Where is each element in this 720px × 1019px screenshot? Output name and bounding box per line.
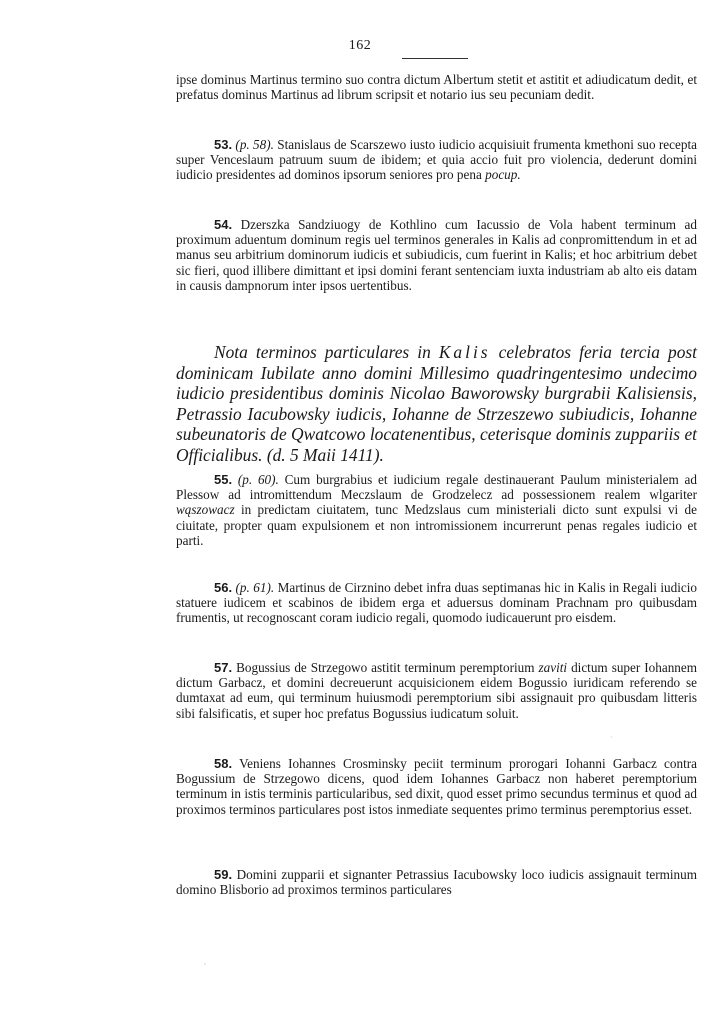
entry-number: 59.: [214, 867, 233, 882]
scan-speck: ˋ: [610, 736, 614, 747]
nota-rest: celebratos feria tercia post dominicam Iubilate anno domini Millesimo quadringentesimo undecimo iudicio presidentibus dominis Nicolao Baworowsky burgrabii Kalisiensis, Petrassio Iacubowsky iudicis, Iohanne de Strzeszewo subiudicis, Iohanne subeunatoris de Qwatcowo locatenentibus, ceterisque dominis zuppariis et Officialibus. (d. 5 Maii 1411).: [176, 342, 697, 465]
entry-emphasis: wąszowacz: [176, 502, 235, 518]
entry-55: [176, 472, 697, 548]
entry-text: Dzerszka Sandziuogy de Kothlino cum Iacussio de Vola habent terminum ad proximum aduentum dominum regis uel terminos generales in Kalis ad conpromittendum in et ad manus seu arbitrium dominorum iudicis et subiudicis, cum fuerint in Kalis; et hoc arbitrium debet sic fieri, quod illibere dimittant et ipsi domini ferant sentenciam iuxta industriam ab alto eis datam in causis dampnorum inter ipsos uertentibus.: [176, 217, 697, 293]
entry-59: [176, 867, 697, 897]
entry-text: Veniens Iohannes Crosminsky peciit terminum prorogari Iohanni Garbacz contra Bogussium de Strzegowo dicens, quod idem Iohannes Garbacz non haberet peremptorium terminum in istis terminis particularibus, sed dixit, quod esset primo secundus terminus et quod ad proximos terminos particulares post istos inmediate sequentes primo terminus peremptorius esset.: [176, 756, 697, 817]
entry-text-cont: in predictam ciuitatem, tunc Medzslaus cum ministeriali dicto sunt expulsi vi de ciuitate, propter quam expulsionem et non intromissionem incurrerunt penas regales iudicio et parti.: [176, 502, 697, 548]
entry-text: Bogussius de Strzegowo astitit terminum peremptorium: [232, 660, 539, 675]
page-citation: (p. 60).: [237, 472, 279, 487]
entry-text: Cum burgrabius et iudicium regale destinauerant Paulum ministerialem ad Plessow ad intromittendum Meczslaum de Grodzelecz ad possessionem realem wlgariter: [176, 472, 697, 503]
entry-emphasis: pocup.: [485, 167, 521, 183]
nota-place: Kalis: [438, 342, 491, 362]
page-citation: (p. 58).: [235, 137, 274, 152]
entry-53: [176, 137, 697, 183]
entry-number: 53.: [214, 137, 233, 152]
page-number-rule: [402, 58, 468, 59]
entry-text: Stanislaus de Scarszewo iusto iudicio acquisiuit frumenta kmethoni suo recepta super Venceslaum patruum suum de ibidem; et quia accio fuit pro violencia, dederunt domini iudicio presidentes ad dominos ipsorum seniores pro pena: [176, 137, 697, 183]
entry-text-cont: dictum super Iohannem dictum Garbacz, et domini decreuerunt acquisicionem eidem Bogussio iuridicam referendo se dumtaxat ad eum, qui terminum huiusmodi peremptorium sibi assignauit pro quibusdam litteris sibi falsificatis, et super hoc prefatus Bogussius iudicatum soluit.: [176, 660, 697, 721]
entry-number: 58.: [214, 756, 233, 771]
entry-58: [176, 756, 697, 817]
entry-text: Domini zupparii et signanter Petrassius Iacubowsky loco iudicis assignauit terminum domino Blisborio ad proximos terminos particulares: [176, 867, 697, 898]
entry-number: 55.: [214, 472, 233, 487]
entry-number: 54.: [214, 217, 233, 232]
page-number: 162: [348, 38, 372, 53]
continuation-paragraph: ipse dominus Martinus termino suo contra dictum Albertum stetit et astitit et adiudicatum dedit, et prefatus dominus Martinus ad librum scripsit et notario ius seu pecuniam dedit.: [176, 72, 697, 103]
scan-speck: ʹ: [204, 962, 207, 973]
nota-heading: [176, 342, 697, 466]
entry-57: [176, 660, 697, 721]
entry-text: Martinus de Cirznino debet infra duas septimanas hic in Kalis in Regali iudicio statuere iudicem et scabinos de ibidem erga et aduersus dominam Prachnam pro quibusdam frumentis, ut recognoscant coram iudicio regali, quomodo iudicauerunt pro eisdem.: [176, 580, 697, 626]
entry-54: [176, 217, 697, 293]
entry-56: [176, 580, 697, 626]
page-citation: (p. 61).: [235, 580, 275, 595]
entry-number: 56.: [214, 580, 233, 595]
entry-emphasis: zaviti: [538, 660, 568, 675]
entry-number: 57.: [214, 660, 233, 675]
nota-lead: Nota terminos particulares in: [214, 342, 439, 362]
